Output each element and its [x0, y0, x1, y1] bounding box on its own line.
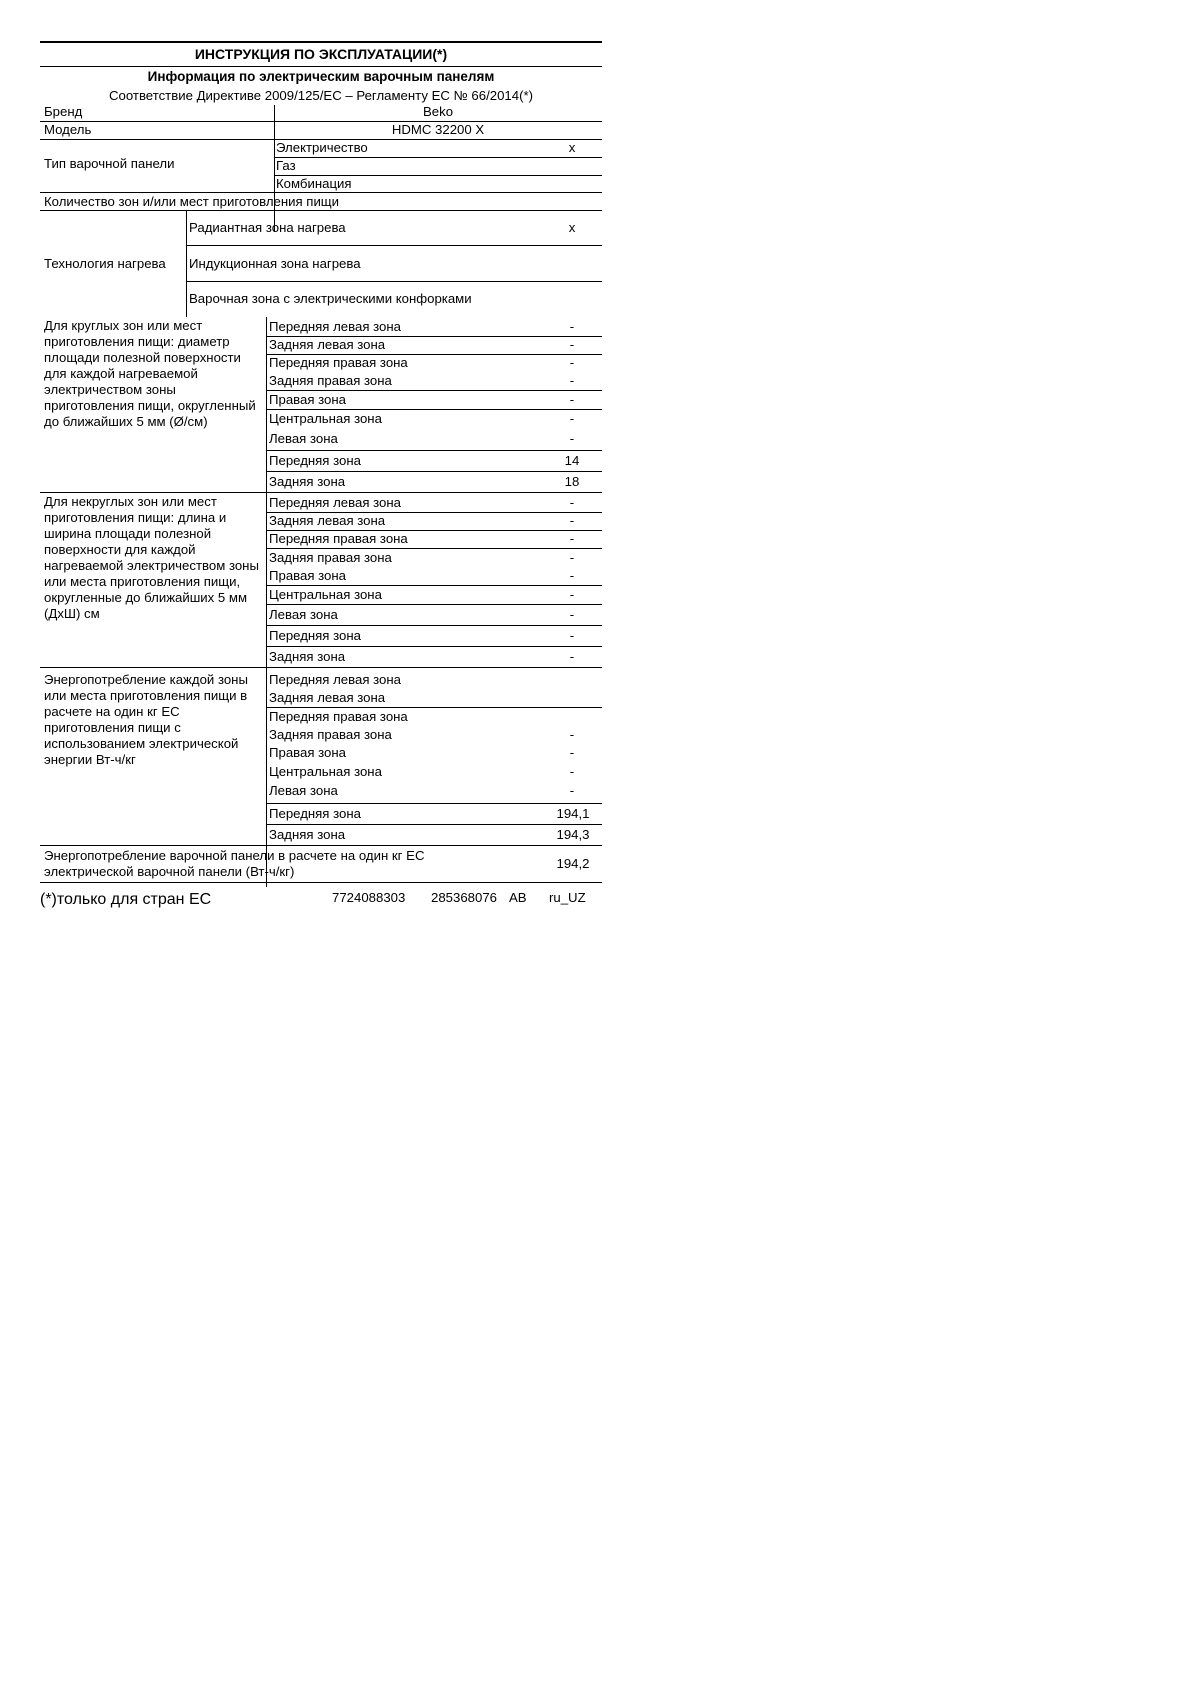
zone-value: -: [569, 495, 575, 510]
round-zones-label: Для круглых зон или мест приготовления пищи: диаметр площади полезной поверхности для каждой нагреваемой электричеством зоны приготовления пищи, округленный до ближайших 5 мм (Ø/см): [44, 318, 256, 429]
hob-type-option: Электричество: [276, 140, 368, 155]
zone-name: Задняя правая зона: [269, 727, 392, 742]
zone-value: -: [569, 568, 575, 583]
column-divider: [186, 210, 187, 317]
heating-tech-option: Индукционная зона нагрева: [189, 256, 361, 271]
footer-locale: ru_UZ: [549, 890, 586, 905]
zone-name: Задняя зона: [269, 474, 346, 489]
zone-value: -: [569, 513, 575, 528]
zone-name: Передняя левая зона: [269, 672, 401, 687]
rule: [40, 882, 602, 883]
zone-value: -: [569, 319, 575, 334]
rule: [266, 390, 602, 391]
zone-name: Центральная зона: [269, 764, 382, 779]
energy-zones-label: Энергопотребление каждой зоны или места приготовления пищи в расчете на один кг ЕС приготовления пищи с использованием электрической энергии Вт-ч/кг: [44, 672, 248, 767]
zone-value: -: [569, 649, 575, 664]
zone-name: Левая зона: [269, 431, 338, 446]
rule: [266, 604, 602, 605]
zone-name: Правая зона: [269, 392, 346, 407]
rule: [40, 66, 602, 67]
compliance-text: Соответствие Директиве 2009/125/EC – Регламенту ЕС № 66/2014(*): [109, 88, 533, 103]
zone-name: Передняя правая зона: [269, 531, 408, 546]
zone-value: -: [569, 587, 575, 602]
zone-name: Левая зона: [269, 607, 338, 622]
rule: [266, 824, 602, 825]
energy-total-label: Энергопотребление варочной панели в расчете на один кг ЕС электрической варочной панели (Вт-ч/кг): [44, 848, 425, 879]
zone-value: -: [569, 783, 575, 798]
rule: [266, 707, 602, 708]
rule: [266, 450, 602, 451]
zone-name: Задняя левая зона: [269, 513, 386, 528]
heating-tech-label: Технология нагрева: [44, 256, 166, 271]
rule: [266, 409, 602, 410]
column-divider: [274, 105, 275, 232]
brand-value: Beko: [422, 104, 454, 119]
zone-name: Задняя зона: [269, 827, 346, 842]
footer-note: (*)только для стран ЕС: [40, 891, 212, 908]
zone-name: Передняя левая зона: [269, 495, 401, 510]
column-divider: [266, 317, 267, 887]
rule: [266, 471, 602, 472]
rule: [40, 210, 602, 211]
rule: [40, 192, 602, 193]
rule: [266, 585, 602, 586]
zone-name: Передняя правая зона: [269, 355, 408, 370]
zone-value: -: [569, 373, 575, 388]
zones-count-label: Количество зон и/или мест приготовления пищи: [44, 194, 340, 209]
zone-value: -: [569, 727, 575, 742]
heating-tech-mark: x: [568, 220, 576, 235]
footer-code: 285368076: [431, 890, 498, 905]
zone-name: Задняя левая зона: [269, 690, 386, 705]
hob-type-option: Газ: [276, 158, 296, 173]
zone-name: Задняя правая зона: [269, 550, 392, 565]
zone-value: -: [569, 764, 575, 779]
hob-type-mark: x: [568, 140, 576, 155]
rule: [274, 157, 602, 158]
rule: [266, 548, 602, 549]
rule: [266, 803, 602, 804]
zone-name: Задняя зона: [269, 649, 346, 664]
zone-value: -: [569, 531, 575, 546]
zone-value: 18: [564, 474, 580, 489]
zone-name: Передняя зона: [269, 453, 361, 468]
rule: [266, 625, 602, 626]
zone-value: -: [569, 550, 575, 565]
energy-total-value: 194,2: [556, 856, 590, 871]
zone-name: Передняя правая зона: [269, 709, 408, 724]
zone-value: 194,1: [556, 806, 590, 821]
hob-type-label: Тип варочной панели: [44, 156, 175, 171]
model-value: HDMC 32200 X: [391, 122, 485, 137]
rule: [186, 245, 602, 246]
zone-value: -: [569, 431, 575, 446]
nonround-zones-label: Для некруглых зон или мест приготовления пищи: длина и ширина площади полезной поверхности для каждой нагреваемой электричеством зоны или места приготовления пищи, округленные до ближайших 5 мм (ДхШ) см: [44, 494, 259, 621]
zone-name: Правая зона: [269, 568, 346, 583]
brand-label: Бренд: [44, 104, 83, 119]
zone-value: -: [569, 392, 575, 407]
zone-name: Центральная зона: [269, 587, 382, 602]
zone-name: Передняя зона: [269, 806, 361, 821]
rule: [40, 845, 602, 846]
heating-tech-option: Радиантная зона нагрева: [189, 220, 346, 235]
top-rule: [40, 41, 602, 43]
footer-code: 7724088303: [332, 890, 406, 905]
zone-name: Задняя левая зона: [269, 337, 386, 352]
zone-value: 14: [564, 453, 580, 468]
rule: [40, 492, 602, 493]
doc-title: ИНСТРУКЦИЯ ПО ЭКСПЛУАТАЦИИ(*): [194, 46, 448, 62]
zone-name: Центральная зона: [269, 411, 382, 426]
zone-name: Передняя зона: [269, 628, 361, 643]
footer-code: AB: [509, 890, 527, 905]
zone-value: -: [569, 355, 575, 370]
zone-name: Левая зона: [269, 783, 338, 798]
doc-subtitle: Информация по электрическим варочным панелям: [147, 69, 495, 84]
rule: [266, 646, 602, 647]
zone-value: 194,3: [556, 827, 590, 842]
zone-name: Передняя левая зона: [269, 319, 401, 334]
heating-tech-option: Варочная зона с электрическими конфорками: [189, 291, 472, 306]
zone-value: -: [569, 745, 575, 760]
hob-type-option: Комбинация: [276, 176, 352, 191]
zone-name: Правая зона: [269, 745, 346, 760]
zone-value: -: [569, 607, 575, 622]
zone-value: -: [569, 628, 575, 643]
rule: [40, 667, 602, 668]
zone-value: -: [569, 337, 575, 352]
zone-value: -: [569, 411, 575, 426]
model-label: Модель: [44, 122, 92, 137]
zone-name: Задняя правая зона: [269, 373, 392, 388]
rule: [186, 281, 602, 282]
